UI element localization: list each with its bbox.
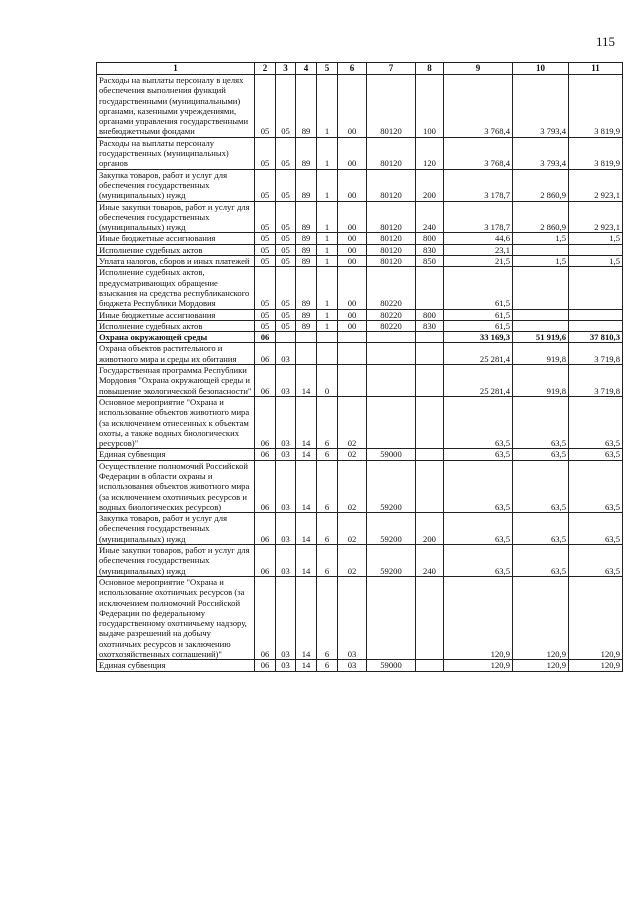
row-value-cell: 80120 <box>367 137 416 169</box>
row-value-cell: 00 <box>338 233 367 244</box>
row-value-cell: 89 <box>296 320 317 331</box>
row-value-cell: 3 768,4 <box>444 75 513 138</box>
row-value-cell: 61,5 <box>444 267 513 309</box>
row-value-cell: 00 <box>338 137 367 169</box>
row-value-cell: 06 <box>255 513 276 545</box>
row-value-cell: 89 <box>296 244 317 255</box>
row-value-cell <box>416 332 444 343</box>
row-value-cell: 02 <box>338 545 367 577</box>
row-name-cell: Государственная программа Республики Мордовия "Охрана окружающей среды и повышение экологической безопасности" <box>97 365 255 397</box>
row-value-cell: 23,1 <box>444 244 513 255</box>
row-value-cell: 6 <box>317 396 338 448</box>
row-value-cell: 120,9 <box>569 576 623 659</box>
header-cell: 4 <box>296 63 317 75</box>
row-value-cell: 02 <box>338 396 367 448</box>
row-value-cell <box>338 332 367 343</box>
row-value-cell: 80220 <box>367 267 416 309</box>
row-value-cell: 05 <box>255 309 276 320</box>
row-value-cell: 05 <box>255 169 276 201</box>
row-value-cell: 1 <box>317 267 338 309</box>
row-value-cell: 120,9 <box>513 660 569 671</box>
row-value-cell <box>513 267 569 309</box>
row-value-cell: 14 <box>296 449 317 460</box>
row-value-cell: 89 <box>296 137 317 169</box>
header-cell: 6 <box>338 63 367 75</box>
table-row <box>97 660 623 671</box>
header-cell: 10 <box>513 63 569 75</box>
header-cell: 9 <box>444 63 513 75</box>
row-value-cell: 03 <box>338 576 367 659</box>
row-value-cell: 63,5 <box>569 545 623 577</box>
row-value-cell: 63,5 <box>444 449 513 460</box>
row-value-cell: 03 <box>276 449 296 460</box>
row-value-cell: 59000 <box>367 660 416 671</box>
table-row <box>97 169 623 201</box>
row-value-cell: 00 <box>338 244 367 255</box>
row-value-cell: 919,8 <box>513 343 569 365</box>
row-name-cell: Расходы на выплаты персоналу в целях обеспечения выполнения функций государственными (муниципальными) органами, казенными учреждениями, органами управления государственными внебюджетными фондами <box>97 75 255 138</box>
page-number: 115 <box>596 34 616 49</box>
row-value-cell: 05 <box>255 75 276 138</box>
header-cell: 1 <box>97 63 255 75</box>
row-value-cell: 89 <box>296 169 317 201</box>
row-value-cell: 63,5 <box>513 449 569 460</box>
row-value-cell: 59200 <box>367 460 416 512</box>
row-value-cell: 3 793,4 <box>513 137 569 169</box>
table-row <box>97 233 623 244</box>
row-value-cell: 63,5 <box>444 545 513 577</box>
budget-table <box>96 62 623 672</box>
table-row <box>97 201 623 233</box>
row-value-cell: 1,5 <box>513 256 569 267</box>
row-value-cell: 1,5 <box>513 233 569 244</box>
table-row <box>97 320 623 331</box>
table-row <box>97 449 623 460</box>
row-value-cell: 3 819,9 <box>569 137 623 169</box>
row-value-cell: 89 <box>296 233 317 244</box>
row-value-cell <box>416 449 444 460</box>
row-name-cell: Охрана окружающей среды <box>97 332 255 343</box>
row-value-cell: 89 <box>296 256 317 267</box>
row-name-cell: Единая субвенция <box>97 449 255 460</box>
row-value-cell <box>296 332 317 343</box>
row-value-cell: 14 <box>296 460 317 512</box>
row-value-cell: 3 819,9 <box>569 75 623 138</box>
row-value-cell: 06 <box>255 343 276 365</box>
row-value-cell: 05 <box>255 267 276 309</box>
row-value-cell: 14 <box>296 513 317 545</box>
row-name-cell: Иные бюджетные ассигнования <box>97 309 255 320</box>
row-value-cell: 05 <box>255 233 276 244</box>
row-value-cell: 1,5 <box>569 256 623 267</box>
row-value-cell: 05 <box>276 244 296 255</box>
row-value-cell: 200 <box>416 169 444 201</box>
row-value-cell: 63,5 <box>569 513 623 545</box>
row-name-cell: Исполнение судебных актов <box>97 320 255 331</box>
row-value-cell: 59200 <box>367 545 416 577</box>
row-value-cell: 830 <box>416 244 444 255</box>
row-value-cell: 3 719,8 <box>569 365 623 397</box>
row-value-cell <box>416 267 444 309</box>
row-value-cell: 3 178,7 <box>444 169 513 201</box>
row-value-cell: 03 <box>338 660 367 671</box>
row-value-cell <box>416 396 444 448</box>
table-row <box>97 256 623 267</box>
row-value-cell: 80220 <box>367 309 416 320</box>
row-value-cell: 120,9 <box>569 660 623 671</box>
row-name-cell: Расходы на выплаты персоналу государственных (муниципальных) органов <box>97 137 255 169</box>
row-value-cell: 05 <box>276 267 296 309</box>
row-value-cell <box>296 343 317 365</box>
row-value-cell <box>367 343 416 365</box>
row-value-cell: 1 <box>317 320 338 331</box>
row-value-cell <box>367 396 416 448</box>
row-name-cell: Исполнение судебных актов <box>97 244 255 255</box>
row-value-cell: 05 <box>276 320 296 331</box>
row-name-cell: Закупка товаров, работ и услуг для обеспечения государственных (муниципальных) нужд <box>97 513 255 545</box>
row-value-cell: 80120 <box>367 169 416 201</box>
row-value-cell: 100 <box>416 75 444 138</box>
row-value-cell: 03 <box>276 545 296 577</box>
row-name-cell: Уплата налогов, сборов и иных платежей <box>97 256 255 267</box>
row-value-cell <box>569 320 623 331</box>
row-value-cell: 919,8 <box>513 365 569 397</box>
row-value-cell: 2 860,9 <box>513 169 569 201</box>
row-value-cell: 61,5 <box>444 309 513 320</box>
row-value-cell: 2 923,1 <box>569 201 623 233</box>
row-value-cell: 200 <box>416 513 444 545</box>
row-value-cell: 1 <box>317 244 338 255</box>
row-value-cell: 1,5 <box>569 233 623 244</box>
row-value-cell: 37 810,3 <box>569 332 623 343</box>
row-value-cell: 05 <box>276 201 296 233</box>
row-value-cell: 89 <box>296 201 317 233</box>
row-value-cell: 14 <box>296 396 317 448</box>
row-value-cell: 1 <box>317 169 338 201</box>
row-value-cell <box>416 660 444 671</box>
row-value-cell: 00 <box>338 267 367 309</box>
row-value-cell: 03 <box>276 365 296 397</box>
row-value-cell: 6 <box>317 545 338 577</box>
row-name-cell: Охрана объектов растительного и животного мира и среды их обитания <box>97 343 255 365</box>
table-row <box>97 244 623 255</box>
row-value-cell: 06 <box>255 545 276 577</box>
row-value-cell <box>416 365 444 397</box>
table-row <box>97 460 623 512</box>
row-value-cell <box>513 320 569 331</box>
row-value-cell: 05 <box>255 256 276 267</box>
row-value-cell <box>367 332 416 343</box>
row-value-cell: 06 <box>255 332 276 343</box>
row-value-cell: 240 <box>416 201 444 233</box>
row-value-cell: 3 178,7 <box>444 201 513 233</box>
row-value-cell: 6 <box>317 576 338 659</box>
row-value-cell: 1 <box>317 137 338 169</box>
row-name-cell: Иные закупки товаров, работ и услуг для обеспечения государственных (муниципальных) нужд <box>97 545 255 577</box>
row-value-cell: 14 <box>296 576 317 659</box>
row-value-cell: 14 <box>296 545 317 577</box>
row-value-cell: 00 <box>338 256 367 267</box>
row-name-cell: Иные бюджетные ассигнования <box>97 233 255 244</box>
row-value-cell: 80120 <box>367 233 416 244</box>
row-value-cell: 05 <box>276 256 296 267</box>
header-cell: 3 <box>276 63 296 75</box>
row-value-cell: 02 <box>338 460 367 512</box>
row-value-cell: 80220 <box>367 320 416 331</box>
row-value-cell: 6 <box>317 460 338 512</box>
row-value-cell <box>276 332 296 343</box>
row-value-cell: 03 <box>276 396 296 448</box>
row-value-cell: 63,5 <box>513 545 569 577</box>
row-value-cell: 05 <box>276 75 296 138</box>
row-value-cell: 6 <box>317 513 338 545</box>
row-value-cell <box>317 343 338 365</box>
row-value-cell: 06 <box>255 460 276 512</box>
table-row <box>97 513 623 545</box>
row-value-cell: 120 <box>416 137 444 169</box>
row-value-cell: 1 <box>317 309 338 320</box>
row-value-cell: 80120 <box>367 201 416 233</box>
row-value-cell: 14 <box>296 660 317 671</box>
row-name-cell: Иные закупки товаров, работ и услуг для обеспечения государственных (муниципальных) нужд <box>97 201 255 233</box>
row-value-cell: 89 <box>296 309 317 320</box>
row-value-cell: 240 <box>416 545 444 577</box>
row-value-cell: 05 <box>255 320 276 331</box>
row-value-cell: 1 <box>317 233 338 244</box>
row-value-cell: 25 281,4 <box>444 365 513 397</box>
row-value-cell <box>569 267 623 309</box>
row-value-cell: 63,5 <box>513 460 569 512</box>
row-value-cell <box>317 332 338 343</box>
row-value-cell: 33 169,3 <box>444 332 513 343</box>
header-cell: 2 <box>255 63 276 75</box>
row-value-cell: 63,5 <box>513 396 569 448</box>
table-row <box>97 267 623 309</box>
table-row <box>97 365 623 397</box>
row-name-cell: Основное мероприятие "Охрана и использование объектов животного мира (за исключением отнесенных к объектам охоты, а также водных биологических ресурсов)" <box>97 396 255 448</box>
row-value-cell: 63,5 <box>513 513 569 545</box>
row-value-cell: 21,5 <box>444 256 513 267</box>
row-value-cell <box>367 576 416 659</box>
table-row <box>97 576 623 659</box>
row-value-cell: 02 <box>338 513 367 545</box>
row-value-cell <box>513 309 569 320</box>
row-value-cell: 00 <box>338 201 367 233</box>
header-cell: 7 <box>367 63 416 75</box>
row-value-cell: 6 <box>317 660 338 671</box>
row-value-cell: 120,9 <box>444 660 513 671</box>
row-value-cell: 120,9 <box>513 576 569 659</box>
row-value-cell: 63,5 <box>444 396 513 448</box>
row-value-cell: 03 <box>276 576 296 659</box>
row-value-cell: 05 <box>276 233 296 244</box>
row-value-cell: 05 <box>255 137 276 169</box>
row-name-cell: Единая субвенция <box>97 660 255 671</box>
row-value-cell: 06 <box>255 396 276 448</box>
row-value-cell: 1 <box>317 75 338 138</box>
row-value-cell <box>416 576 444 659</box>
row-name-cell: Закупка товаров, работ и услуг для обеспечения государственных (муниципальных) нужд <box>97 169 255 201</box>
table-row <box>97 137 623 169</box>
row-value-cell: 63,5 <box>569 396 623 448</box>
row-value-cell: 3 768,4 <box>444 137 513 169</box>
row-value-cell: 00 <box>338 75 367 138</box>
table-row <box>97 545 623 577</box>
row-value-cell: 25 281,4 <box>444 343 513 365</box>
row-value-cell: 05 <box>276 169 296 201</box>
row-value-cell: 89 <box>296 75 317 138</box>
row-value-cell: 120,9 <box>444 576 513 659</box>
table-body <box>97 75 623 672</box>
row-value-cell: 03 <box>276 513 296 545</box>
table-row <box>97 75 623 138</box>
row-value-cell: 63,5 <box>569 449 623 460</box>
row-value-cell: 06 <box>255 365 276 397</box>
row-value-cell: 80120 <box>367 244 416 255</box>
row-value-cell: 03 <box>276 660 296 671</box>
row-value-cell: 00 <box>338 169 367 201</box>
row-value-cell: 14 <box>296 365 317 397</box>
row-value-cell: 800 <box>416 309 444 320</box>
row-value-cell: 2 923,1 <box>569 169 623 201</box>
row-value-cell <box>513 244 569 255</box>
row-value-cell: 63,5 <box>569 460 623 512</box>
row-value-cell: 1 <box>317 201 338 233</box>
row-value-cell: 59000 <box>367 449 416 460</box>
row-value-cell: 00 <box>338 309 367 320</box>
row-value-cell: 63,5 <box>444 460 513 512</box>
row-name-cell: Исполнение судебных актов, предусматривающих обращение взыскания на средства республиканского бюджета Республики Мордовия <box>97 267 255 309</box>
row-value-cell <box>338 365 367 397</box>
table-row <box>97 332 623 343</box>
header-cell: 8 <box>416 63 444 75</box>
row-value-cell: 800 <box>416 233 444 244</box>
row-value-cell: 3 793,4 <box>513 75 569 138</box>
row-value-cell: 6 <box>317 449 338 460</box>
row-value-cell: 61,5 <box>444 320 513 331</box>
row-value-cell: 00 <box>338 320 367 331</box>
row-value-cell: 05 <box>255 244 276 255</box>
table-row <box>97 309 623 320</box>
header-cell: 11 <box>569 63 623 75</box>
row-value-cell: 03 <box>276 343 296 365</box>
row-value-cell: 02 <box>338 449 367 460</box>
row-value-cell <box>367 365 416 397</box>
row-value-cell <box>569 244 623 255</box>
row-value-cell <box>416 460 444 512</box>
row-value-cell: 850 <box>416 256 444 267</box>
table-header-row <box>97 63 623 75</box>
row-name-cell: Осуществление полномочий Российской Федерации в области охраны и использования объектов животного мира (за исключением охотничьих ресурсов и водных биологических ресурсов) <box>97 460 255 512</box>
row-value-cell: 44,6 <box>444 233 513 244</box>
row-value-cell: 80120 <box>367 75 416 138</box>
row-value-cell: 06 <box>255 449 276 460</box>
row-value-cell: 05 <box>276 137 296 169</box>
table-row <box>97 396 623 448</box>
row-value-cell: 1 <box>317 256 338 267</box>
row-value-cell: 3 719,8 <box>569 343 623 365</box>
row-value-cell: 59200 <box>367 513 416 545</box>
row-value-cell: 05 <box>276 309 296 320</box>
header-cell: 5 <box>317 63 338 75</box>
row-value-cell: 06 <box>255 660 276 671</box>
table-row <box>97 343 623 365</box>
row-value-cell: 63,5 <box>444 513 513 545</box>
row-value-cell <box>569 309 623 320</box>
row-value-cell: 05 <box>255 201 276 233</box>
row-value-cell: 51 919,6 <box>513 332 569 343</box>
row-value-cell: 0 <box>317 365 338 397</box>
row-value-cell <box>338 343 367 365</box>
row-value-cell: 80120 <box>367 256 416 267</box>
row-value-cell: 03 <box>276 460 296 512</box>
row-value-cell: 89 <box>296 267 317 309</box>
row-value-cell: 830 <box>416 320 444 331</box>
row-name-cell: Основное мероприятие "Охрана и использование охотничьих ресурсов (за исключением полномочий Российской Федерации по федеральному государственному охотничьему надзору, выдаче разрешений на добычу охотничьих ресурсов и заключению охотхозяйственных соглашений)" <box>97 576 255 659</box>
row-value-cell: 2 860,9 <box>513 201 569 233</box>
row-value-cell <box>416 343 444 365</box>
row-value-cell: 06 <box>255 576 276 659</box>
